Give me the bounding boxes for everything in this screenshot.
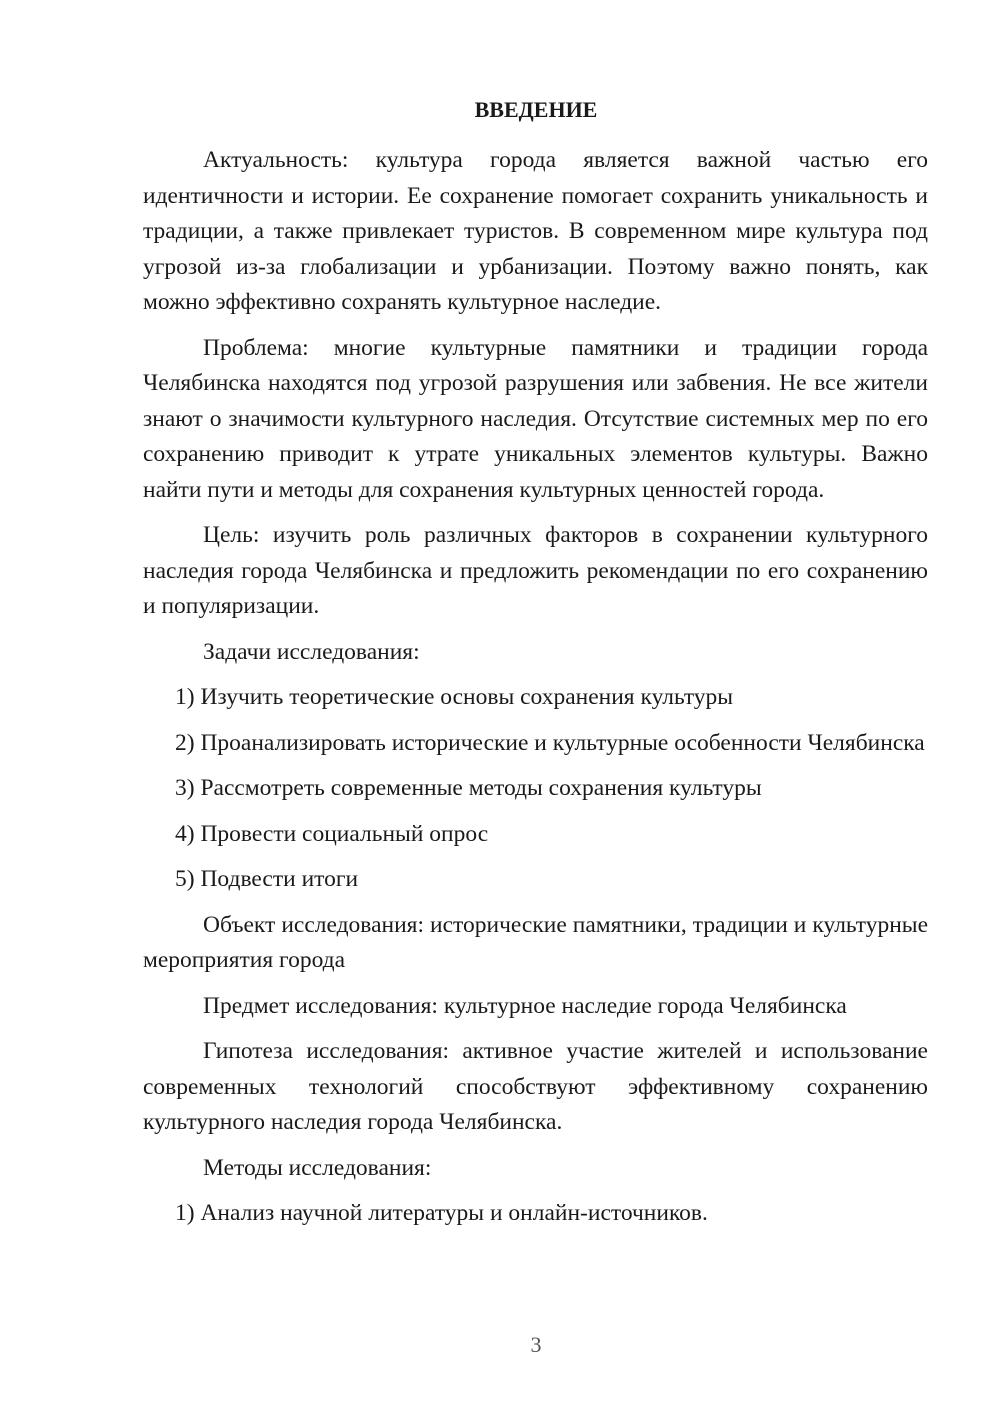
section-title: ВВЕДЕНИЕ xyxy=(474,97,598,122)
methods-heading: Методы исследования: xyxy=(203,1154,432,1181)
task-item: 5) Подвести итоги xyxy=(175,866,359,892)
object-paragraph: Объект исследования: исторические памятники, традиции и культурные мероприятия города xyxy=(143,911,928,973)
task-item: 3) Рассмотреть современные методы сохранения культуры xyxy=(175,775,762,801)
problem-paragraph: Проблема: многие культурные памятники и традиции города Челябинска находятся под угрозой разрушения или забвения. Не все жители знают о значимости культурного наследия. Отсутствие системных мер по его сохранению приводит к утрате уникальных элементов культуры. Важно найти пути и методы для сохранения культурных ценностей города. xyxy=(143,334,928,503)
method-item: 1) Анализ научной литературы и онлайн-источников. xyxy=(175,1200,708,1226)
task-item: 2) Проанализировать исторические и культурные особенности Челябинска xyxy=(175,729,925,756)
goal-paragraph: Цель: изучить роль различных факторов в сохранении культурного наследия города Челябинска и предложить рекомендации по его сохранению и популяризации. xyxy=(143,522,928,619)
page-body xyxy=(143,143,928,1242)
subject-paragraph: Предмет исследования: культурное наследие города Челябинска xyxy=(203,992,847,1019)
task-item: 4) Провести социальный опрос xyxy=(175,820,489,847)
relevance-paragraph: Актуальность: культура города является важной частью его идентичности и истории. Ее сохранение помогает сохранить уникальность и традиции, а также привлекает туристов. В современном мире культура под угрозой из-за глобализации и урбанизации. Поэтому важно понять, как можно эффективно сохранять культурное наследие. xyxy=(143,147,928,315)
tasks-heading: Задачи исследования: xyxy=(203,638,420,665)
page-number: 3 xyxy=(530,1332,542,1357)
task-item: 1) Изучить теоретические основы сохранения культуры xyxy=(175,684,734,710)
hypothesis-paragraph: Гипотеза исследования: активное участие жителей и использование современных технологий способствуют эффективному сохранению культурного наследия города Челябинска. xyxy=(143,1038,928,1135)
